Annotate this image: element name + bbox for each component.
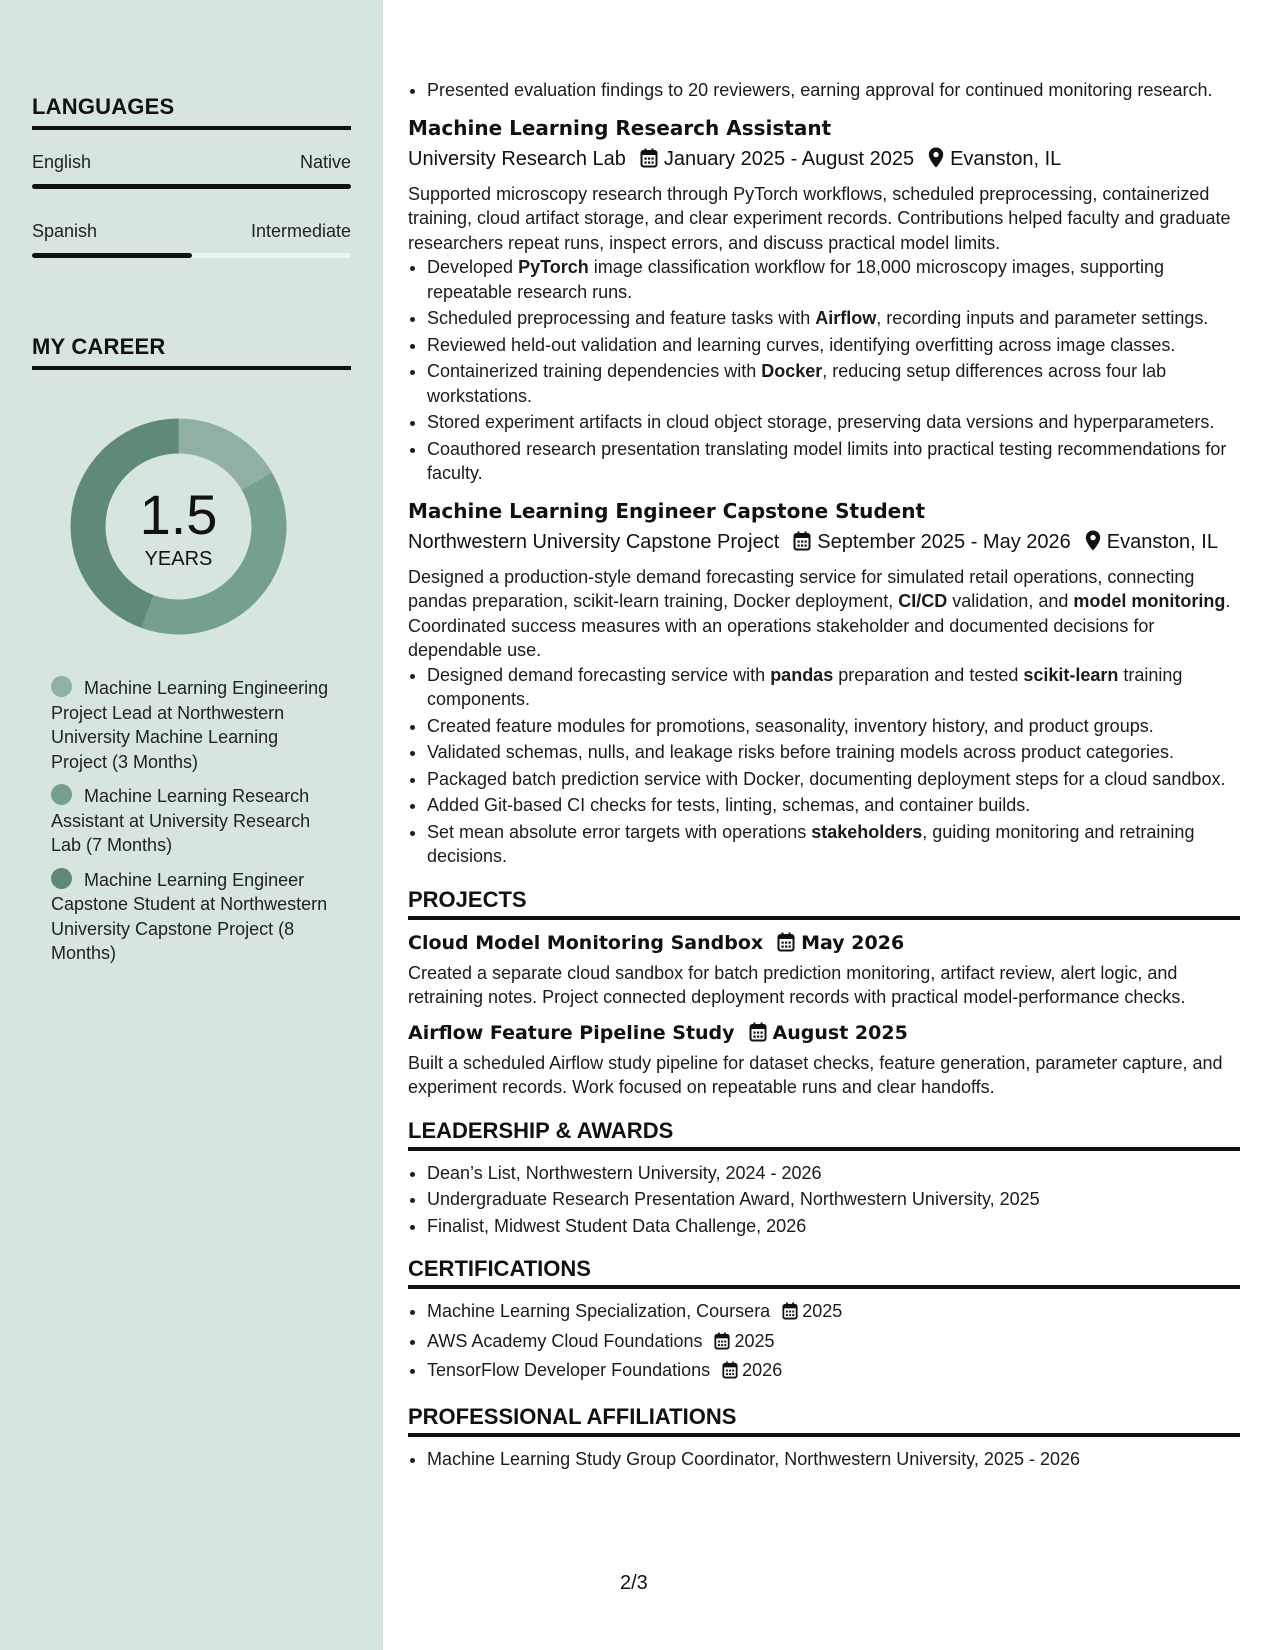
previous-job-bullets [408,78,1240,103]
bullet-item [427,410,1240,435]
summary-keyword: model monitoring [1073,591,1226,611]
main-content [408,78,1240,1473]
leadership-item: • Finalist, Midwest Student Data Challenge, 2026 [427,1214,1240,1239]
certification-item [427,1299,1240,1327]
leadership-list [408,1161,1240,1239]
career-heading: MY CAREER [32,334,166,359]
certification-name: AWS Academy Cloud Foundations [427,1330,703,1351]
language-level: Native [299,152,351,172]
job-bullets [408,663,1240,869]
project-description: Built a scheduled Airflow study pipeline for dataset checks, feature generation, parameter capture, and experiment records. Work focused on repeatable runs and clear handoffs. [408,1052,1223,1097]
bullet-item [427,333,1240,358]
location-pin-icon [1085,529,1101,561]
language-name: English [32,152,92,172]
bullet-keyword: PyTorch [518,257,589,277]
languages-rule [32,126,351,130]
bullet-item [427,306,1240,331]
job-summary: Supported microscopy research through PyTorch workflows, scheduled preprocessing, containerized training, cloud artifact storage, and clear experiment records. Contributions helped faculty and graduate researchers repeat runs, inspect errors, and discuss practical model limits. [408,183,1231,253]
project-title: Cloud Model Monitoring Sandbox [408,931,764,954]
bullet-item: • Presented evaluation findings to 20 reviewers, earning approval for continued monitoring research. [427,78,1240,103]
bullet-text: , recording inputs and parameter settings. [876,308,1209,328]
project-date: August 2025 [772,1021,908,1044]
affiliations-list [408,1447,1240,1472]
job-org: University Research Lab [408,147,626,170]
bullet-text: Containerized training dependencies with [427,361,762,381]
calendar-icon [714,1332,730,1357]
language-bar-spanish [32,253,351,258]
bullet-item [427,793,1240,818]
bullet-text: Coauthored research presentation translating model limits into practical testing recommendations for faculty. [427,438,1227,483]
career-rule [32,366,351,370]
certification-item [427,1329,1240,1357]
summary-text: Designed a production-style demand forecasting service for simulated retail operations, connecting pandas preparation, scikit-learn training, Docker deployment, [408,566,1195,611]
career-item-text: Machine Learning Research Assistant at University Research Lab (7 Months) [51,786,311,855]
certification-year: 2026 [742,1360,783,1380]
career-item [51,868,331,966]
job-title: Machine Learning Engineer Capstone Student [408,498,926,523]
location-pin-icon [928,146,944,178]
bullet-text: Validated schemas, nulls, and leakage risks before training models across product categories. [427,742,1175,762]
project-date: May 2026 [801,931,905,954]
bullet-item [427,359,1240,408]
calendar-icon [782,1302,798,1327]
bullet-text: Reviewed held-out validation and learning curves, identifying overfitting across image classes. [427,334,1176,355]
bullet-text: Stored experiment artifacts in cloud object storage, preserving data versions and hyperparameters. [427,412,1215,432]
career-dot [51,868,72,889]
project-title-row [408,928,1240,961]
bullet-text: Developed [427,257,519,277]
career-dot [51,676,72,697]
sidebar [0,0,383,1650]
bullet-keyword: scikit-learn [1023,664,1119,685]
bullet-text: training components. [427,664,1183,709]
bullet-item [427,714,1240,739]
summary-text: . Coordinated success measures with an operations stakeholder and documented decisions for dependable use. [408,591,1231,660]
project-title: Airflow Feature Pipeline Study [408,1021,735,1044]
summary-text: validation, and [947,591,1074,611]
career-total-years: 1.5 [139,483,218,546]
leadership-item: • Undergraduate Research Presentation Award, Northwestern University, 2025 [427,1187,1240,1212]
bullet-keyword: Airflow [815,308,877,328]
project-description: Created a separate cloud sandbox for batch prediction monitoring, artifact review, alert logic, and retraining notes. Project connected deployment records with practical model-performance checks. [408,962,1186,1007]
calendar-icon [777,931,795,961]
career-dot [51,784,72,805]
language-bar-fill [32,253,192,258]
career-item-text: Machine Learning Engineering Project Lead at Northwestern University Machine Learning Project (3 Months) [51,678,329,772]
language-level: Intermediate [250,221,351,241]
career-item [51,676,331,774]
job-dates: September 2025 - May 2026 [817,530,1071,553]
bullet-text: Scheduled preprocessing and feature tasks with [427,308,816,328]
bullet-keyword: Docker [761,361,823,381]
bullet-keyword: pandas [770,664,834,685]
certification-year: 2025 [802,1301,843,1321]
job-dates: January 2025 - August 2025 [663,147,915,170]
bullet-text: , guiding monitoring and retraining decisions. [427,821,1195,866]
certification-year: 2025 [734,1330,775,1351]
job-summary [408,565,1240,663]
leadership-heading: LEADERSHIP & AWARDS [408,1118,1240,1151]
job-meta [408,526,1240,561]
career-list [51,676,331,976]
job-location: Evanston, IL [950,147,1062,170]
certification-name: Machine Learning Specialization, Coursera [427,1301,771,1321]
job-location: Evanston, IL [1106,530,1218,553]
bullet-text: Designed demand forecasting service with [427,664,771,685]
bullet-item [427,740,1240,765]
bullet-text: Packaged batch prediction service with Docker, documenting deployment steps for a cloud sandbox. [427,768,1226,789]
bullet-text: image classification workflow for 18,000 microscopy images, supporting repeatable research runs. [427,257,1165,302]
bullet-item [427,437,1240,486]
career-item-text: Machine Learning Engineer Capstone Student at Northwestern University Capstone Project (8 Months) [51,869,328,963]
bullet-item [427,767,1240,792]
bullet-keyword: stakeholders [811,821,923,842]
language-name: Spanish [32,221,98,241]
language-item-english [32,152,351,173]
bullet-item [427,820,1240,869]
bullet-text: , reducing setup differences across four lab workstations. [427,361,1167,406]
certifications-list [408,1299,1240,1386]
certifications-heading: CERTIFICATIONS [408,1256,1240,1289]
project-title-row [408,1018,1240,1051]
job-org: Northwestern University Capstone Project [408,530,780,553]
page-number: 2/3 [620,1572,648,1594]
bullet-item [427,255,1240,304]
projects-heading: PROJECTS [408,887,1240,920]
career-item [51,784,331,858]
calendar-icon [793,529,811,561]
job-meta [408,143,1240,178]
languages-heading: LANGUAGES [32,94,175,119]
summary-keyword: CI/CD [898,591,948,611]
affiliation-item: • Machine Learning Study Group Coordinator, Northwestern University, 2025 - 2026 [427,1447,1240,1472]
language-bar-english [32,184,351,189]
job-bullets [408,255,1240,486]
certification-item [427,1358,1240,1386]
job-title: Machine Learning Research Assistant [408,115,832,140]
affiliations-heading: PROFESSIONAL AFFILIATIONS [408,1404,1240,1437]
language-item-spanish [32,221,351,242]
bullet-text: Added Git-based CI checks for tests, linting, schemas, and container builds. [427,795,1031,815]
bullet-text: Set mean absolute error targets with operations [427,821,812,842]
bullet-item [427,663,1240,712]
calendar-icon [640,146,658,178]
language-bar-fill [32,184,351,189]
calendar-icon [749,1021,767,1051]
donut-segment [179,419,273,491]
bullet-text: Created feature modules for promotions, seasonality, inventory history, and product groups. [427,715,1154,736]
calendar-icon [722,1361,738,1386]
career-total-unit: YEARS [144,548,213,570]
leadership-item: • Dean’s List, Northwestern University, 2024 - 2026 [427,1161,1240,1186]
certification-name: TensorFlow Developer Foundations [427,1360,711,1380]
bullet-text: preparation and tested [833,664,1024,685]
